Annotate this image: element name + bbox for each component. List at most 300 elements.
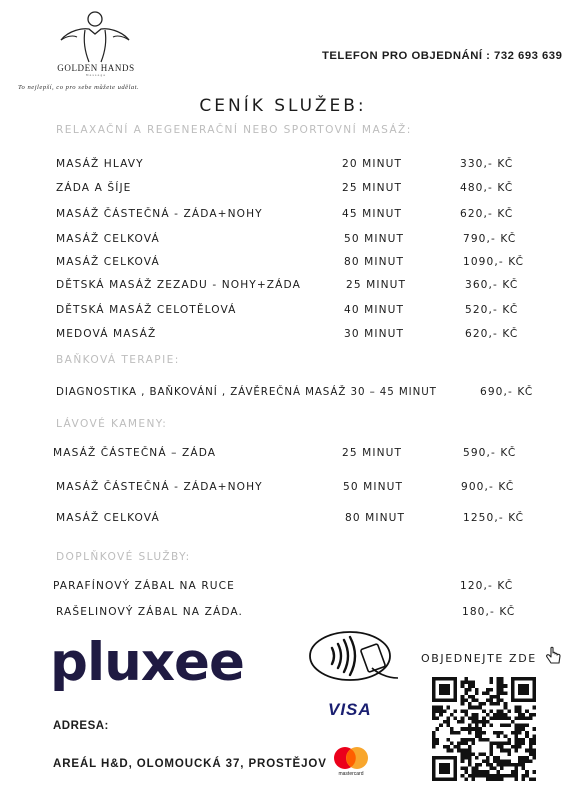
qr-module	[504, 749, 508, 753]
qr-module	[518, 745, 522, 749]
qr-module	[468, 745, 472, 749]
qr-module	[464, 727, 468, 731]
qr-module	[518, 738, 522, 742]
qr-module	[493, 716, 497, 720]
qr-module	[436, 742, 440, 746]
qr-module	[518, 716, 522, 720]
qr-module	[500, 759, 504, 763]
qr-module	[507, 738, 511, 742]
address-label: ADRESA:	[53, 720, 109, 732]
qr-module	[514, 724, 518, 728]
qr-module	[486, 738, 490, 742]
qr-module	[482, 716, 486, 720]
qr-module	[493, 702, 497, 706]
service-duration: 40 MINUT	[344, 304, 405, 316]
qr-module	[511, 774, 515, 778]
qr-module	[486, 763, 490, 767]
phone-number[interactable]: TELEFON PRO OBJEDNÁNÍ : 732 693 639	[322, 50, 563, 62]
section-heading-lava: LÁVOVÉ KAMENY:	[56, 418, 168, 430]
qr-module	[500, 745, 504, 749]
pluxee-logo: pluxee	[50, 632, 244, 693]
qr-module	[461, 709, 465, 713]
qr-module	[450, 749, 454, 753]
qr-module	[489, 688, 493, 692]
qr-module	[500, 731, 504, 735]
qr-module	[514, 777, 518, 781]
qr-module	[432, 738, 436, 742]
qr-module	[479, 774, 483, 778]
qr-module	[525, 734, 529, 738]
service-duration: 25 MINUT	[342, 182, 403, 194]
qr-module	[471, 695, 475, 699]
qr-module	[489, 699, 493, 703]
qr-module	[529, 716, 533, 720]
service-name: ZÁDA A ŠÍJE	[56, 182, 132, 194]
qr-module	[500, 774, 504, 778]
qr-module	[464, 691, 468, 695]
qr-module	[532, 742, 536, 746]
qr-module	[500, 713, 504, 717]
qr-module	[475, 763, 479, 767]
qr-module	[522, 713, 526, 717]
service-duration: 50 MINUT	[343, 481, 404, 493]
qr-module	[500, 749, 504, 753]
qr-module	[454, 709, 458, 713]
qr-module	[525, 731, 529, 735]
qr-module	[450, 727, 454, 731]
qr-module	[464, 688, 468, 692]
service-price: 480,- KČ	[460, 182, 514, 194]
qr-module	[446, 706, 450, 710]
qr-module	[482, 720, 486, 724]
qr-module	[522, 738, 526, 742]
qr-module	[507, 742, 511, 746]
qr-module	[507, 759, 511, 763]
qr-module	[464, 709, 468, 713]
qr-module	[436, 709, 440, 713]
qr-module	[443, 720, 447, 724]
qr-module	[500, 677, 504, 681]
qr-module	[497, 688, 501, 692]
qr-code-icon[interactable]	[432, 677, 536, 781]
qr-module	[497, 699, 501, 703]
qr-module	[461, 752, 465, 756]
qr-module	[432, 745, 436, 749]
qr-module	[500, 742, 504, 746]
pointing-hand-icon	[545, 646, 563, 666]
qr-module	[436, 727, 440, 731]
qr-module	[461, 716, 465, 720]
qr-module	[529, 752, 533, 756]
service-name: MEDOVÁ MASÁŽ	[56, 328, 157, 340]
qr-module	[486, 688, 490, 692]
qr-module	[522, 724, 526, 728]
qr-module	[432, 716, 436, 720]
qr-module	[497, 731, 501, 735]
qr-module	[471, 713, 475, 717]
qr-module	[497, 695, 501, 699]
qr-module	[475, 699, 479, 703]
qr-module	[525, 756, 529, 760]
qr-module	[489, 695, 493, 699]
qr-module	[479, 752, 483, 756]
qr-module	[522, 767, 526, 771]
qr-module	[514, 763, 518, 767]
qr-module	[482, 724, 486, 728]
qr-module	[525, 770, 529, 774]
qr-module	[461, 759, 465, 763]
qr-module	[475, 774, 479, 778]
qr-module	[461, 684, 465, 688]
qr-module	[461, 756, 465, 760]
service-price: 1250,- KČ	[463, 512, 525, 524]
qr-module	[504, 706, 508, 710]
service-duration: 25 MINUT	[342, 447, 403, 459]
qr-module	[497, 713, 501, 717]
qr-module	[525, 759, 529, 763]
qr-module	[514, 716, 518, 720]
qr-module	[464, 749, 468, 753]
qr-module	[468, 684, 472, 688]
qr-module	[500, 716, 504, 720]
service-name: MASÁŽ HLAVY	[56, 158, 144, 170]
qr-module	[493, 713, 497, 717]
qr-module	[468, 759, 472, 763]
qr-module	[486, 759, 490, 763]
service-duration: 80 MINUT	[344, 256, 405, 268]
qr-module	[532, 738, 536, 742]
service-duration: 25 MINUT	[346, 279, 407, 291]
service-name: DĚTSKÁ MASÁŽ ZEZADU - NOHY+ZÁDA	[56, 279, 301, 291]
qr-module	[475, 734, 479, 738]
qr-module	[461, 774, 465, 778]
qr-module	[471, 681, 475, 685]
qr-module	[461, 742, 465, 746]
qr-module	[493, 777, 497, 781]
qr-module	[482, 752, 486, 756]
qr-module	[497, 774, 501, 778]
qr-module	[468, 695, 472, 699]
qr-module	[475, 731, 479, 735]
qr-module	[497, 716, 501, 720]
qr-module	[468, 731, 472, 735]
section-heading-banky: BAŇKOVÁ TERAPIE:	[56, 354, 180, 366]
qr-module	[511, 720, 515, 724]
qr-module	[486, 774, 490, 778]
qr-module	[457, 749, 461, 753]
qr-module	[497, 677, 501, 681]
qr-module	[529, 777, 533, 781]
qr-module	[436, 706, 440, 710]
qr-module	[471, 720, 475, 724]
qr-module	[497, 742, 501, 746]
qr-module	[532, 734, 536, 738]
qr-module	[522, 756, 526, 760]
qr-module	[461, 720, 465, 724]
qr-module	[482, 738, 486, 742]
mastercard-label: mastercard	[338, 771, 364, 777]
qr-module	[471, 770, 475, 774]
qr-module	[532, 727, 536, 731]
qr-module	[461, 681, 465, 685]
qr-module	[479, 706, 483, 710]
qr-module	[464, 756, 468, 760]
qr-module	[446, 716, 450, 720]
service-duration: 80 MINUT	[345, 512, 406, 524]
qr-module	[522, 742, 526, 746]
service-name: RAŠELINOVÝ ZÁBAL NA ZÁDA.	[56, 606, 244, 618]
qr-module	[497, 759, 501, 763]
qr-module	[489, 745, 493, 749]
qr-module	[468, 716, 472, 720]
qr-module	[457, 731, 461, 735]
qr-module	[482, 691, 486, 695]
qr-module	[468, 749, 472, 753]
qr-module	[518, 706, 522, 710]
service-name: DĚTSKÁ MASÁŽ CELOTĚLOVÁ	[56, 304, 237, 316]
qr-module	[493, 767, 497, 771]
qr-module	[518, 684, 529, 695]
qr-module	[493, 774, 497, 778]
qr-module	[500, 691, 504, 695]
qr-module	[482, 709, 486, 713]
qr-module	[461, 738, 465, 742]
qr-module	[504, 713, 508, 717]
service-name: PARAFÍNOVÝ ZÁBAL NA RUCE	[53, 580, 235, 592]
qr-module	[514, 767, 518, 771]
service-duration: 20 MINUT	[342, 158, 403, 170]
qr-module	[464, 738, 468, 742]
service-price: 620,- KČ	[465, 328, 519, 340]
qr-module	[504, 759, 508, 763]
qr-module	[482, 731, 486, 735]
qr-module	[486, 699, 490, 703]
qr-module	[450, 731, 454, 735]
qr-module	[493, 756, 497, 760]
qr-module	[489, 724, 493, 728]
section-heading-relax: RELAXAČNÍ A REGENERAČNÍ NEBO SPORTOVNÍ MASÁŽ:	[56, 124, 412, 136]
qr-module	[479, 738, 483, 742]
qr-module	[511, 745, 515, 749]
qr-module	[464, 681, 468, 685]
qr-module	[514, 731, 518, 735]
qr-module	[454, 716, 458, 720]
qr-module	[471, 727, 475, 731]
service-price: 330,- KČ	[460, 158, 514, 170]
service-duration: 50 MINUT	[344, 233, 405, 245]
section-heading-doplnky: DOPLŇKOVÉ SLUŽBY:	[56, 551, 191, 563]
qr-module	[464, 713, 468, 717]
qr-module	[518, 727, 522, 731]
qr-module	[468, 688, 472, 692]
service-name: MASÁŽ ČÁSTEČNÁ – ZÁDA	[53, 447, 217, 459]
qr-module	[464, 767, 468, 771]
qr-module	[468, 724, 472, 728]
qr-module	[504, 702, 508, 706]
qr-module	[518, 731, 522, 735]
qr-module	[497, 770, 501, 774]
tagline: To nejlepší, co pro sebe můžete udělat.	[18, 84, 140, 91]
qr-module	[500, 767, 504, 771]
qr-module	[514, 742, 518, 746]
qr-module	[464, 699, 468, 703]
qr-module	[446, 745, 450, 749]
qr-module	[518, 709, 522, 713]
service-name: DIAGNOSTIKA , BAŇKOVÁNÍ , ZÁVĚREČNÁ MASÁŽ 30 – 45 MINUT	[56, 386, 437, 398]
qr-module	[489, 716, 493, 720]
qr-module	[482, 770, 486, 774]
qr-module	[507, 716, 511, 720]
qr-module	[468, 774, 472, 778]
qr-module	[489, 777, 493, 781]
qr-module	[471, 738, 475, 742]
qr-module	[464, 742, 468, 746]
qr-module	[504, 724, 508, 728]
qr-module	[461, 702, 465, 706]
service-price: 590,- KČ	[463, 447, 517, 459]
qr-module	[500, 763, 504, 767]
qr-module	[450, 742, 454, 746]
qr-module	[457, 720, 461, 724]
qr-module	[489, 749, 493, 753]
qr-module	[479, 720, 483, 724]
qr-module	[479, 734, 483, 738]
qr-module	[468, 756, 472, 760]
qr-module	[497, 681, 501, 685]
brand-sub: Massage	[85, 73, 107, 77]
qr-module	[439, 706, 443, 710]
qr-module	[454, 731, 458, 735]
qr-module	[468, 738, 472, 742]
qr-module	[500, 724, 504, 728]
qr-module	[489, 702, 493, 706]
qr-module	[471, 777, 475, 781]
service-price: 520,- KČ	[465, 304, 519, 316]
qr-module	[514, 770, 518, 774]
qr-module	[489, 709, 493, 713]
qr-module	[497, 777, 501, 781]
qr-module	[507, 774, 511, 778]
service-name: MASÁŽ ČÁSTEČNÁ - ZÁDA+NOHY	[56, 208, 263, 220]
service-duration: 30 MINUT	[344, 328, 405, 340]
qr-module	[522, 716, 526, 720]
address-value: AREÁL H&D, OLOMOUCKÁ 37, PROSTĚJOV	[53, 758, 327, 770]
qr-module	[446, 724, 450, 728]
qr-module	[514, 709, 518, 713]
qr-module	[471, 706, 475, 710]
qr-module	[471, 716, 475, 720]
qr-module	[489, 767, 493, 771]
qr-module	[436, 738, 440, 742]
qr-module	[468, 763, 472, 767]
qr-module	[471, 767, 475, 771]
qr-module	[522, 774, 526, 778]
qr-module	[532, 777, 536, 781]
qr-module	[464, 752, 468, 756]
qr-module	[504, 774, 508, 778]
qr-module	[439, 713, 443, 717]
qr-module	[497, 745, 501, 749]
qr-module	[486, 756, 490, 760]
qr-module	[497, 684, 501, 688]
qr-module	[464, 770, 468, 774]
qr-module	[464, 677, 468, 681]
qr-module	[529, 738, 533, 742]
qr-module	[507, 709, 511, 713]
qr-module	[454, 745, 458, 749]
qr-module	[468, 752, 472, 756]
qr-module	[475, 691, 479, 695]
qr-module	[479, 702, 483, 706]
qr-module	[500, 777, 504, 781]
qr-module	[514, 749, 518, 753]
qr-module	[532, 770, 536, 774]
qr-module	[461, 749, 465, 753]
qr-module	[486, 777, 490, 781]
qr-module	[525, 749, 529, 753]
qr-module	[514, 734, 518, 738]
qr-module	[511, 731, 515, 735]
qr-module	[471, 774, 475, 778]
service-price: 790,- KČ	[463, 233, 517, 245]
qr-module	[500, 709, 504, 713]
qr-module	[518, 724, 522, 728]
qr-module	[475, 688, 479, 692]
qr-module	[529, 742, 533, 746]
qr-module	[529, 749, 533, 753]
qr-module	[432, 709, 436, 713]
qr-module	[482, 774, 486, 778]
qr-module	[500, 699, 504, 703]
qr-module	[464, 777, 468, 781]
qr-module	[504, 763, 508, 767]
qr-module	[461, 695, 465, 699]
qr-module	[489, 742, 493, 746]
qr-module	[436, 716, 440, 720]
brand-name: GOLDEN HANDS	[57, 63, 135, 73]
qr-module	[457, 742, 461, 746]
qr-module	[475, 720, 479, 724]
qr-module	[532, 749, 536, 753]
qr-module	[522, 763, 526, 767]
qr-module	[479, 763, 483, 767]
qr-module	[468, 727, 472, 731]
qr-module	[479, 770, 483, 774]
qr-module	[504, 684, 508, 688]
qr-module	[511, 770, 515, 774]
qr-module	[468, 681, 472, 685]
service-name: MASÁŽ CELKOVÁ	[56, 233, 160, 245]
qr-module	[493, 742, 497, 746]
qr-module	[500, 681, 504, 685]
qr-module	[461, 727, 465, 731]
qr-module	[475, 713, 479, 717]
qr-module	[525, 724, 529, 728]
qr-module	[446, 720, 450, 724]
qr-module	[475, 767, 479, 771]
qr-module	[446, 738, 450, 742]
qr-module	[507, 763, 511, 767]
qr-module	[518, 756, 522, 760]
golden-hands-logo-icon	[55, 6, 135, 64]
qr-module	[497, 756, 501, 760]
qr-module	[514, 727, 518, 731]
service-price: 180,- KČ	[462, 606, 516, 618]
qr-module	[475, 716, 479, 720]
qr-module	[489, 677, 493, 681]
qr-module	[489, 763, 493, 767]
qr-module	[432, 734, 436, 738]
